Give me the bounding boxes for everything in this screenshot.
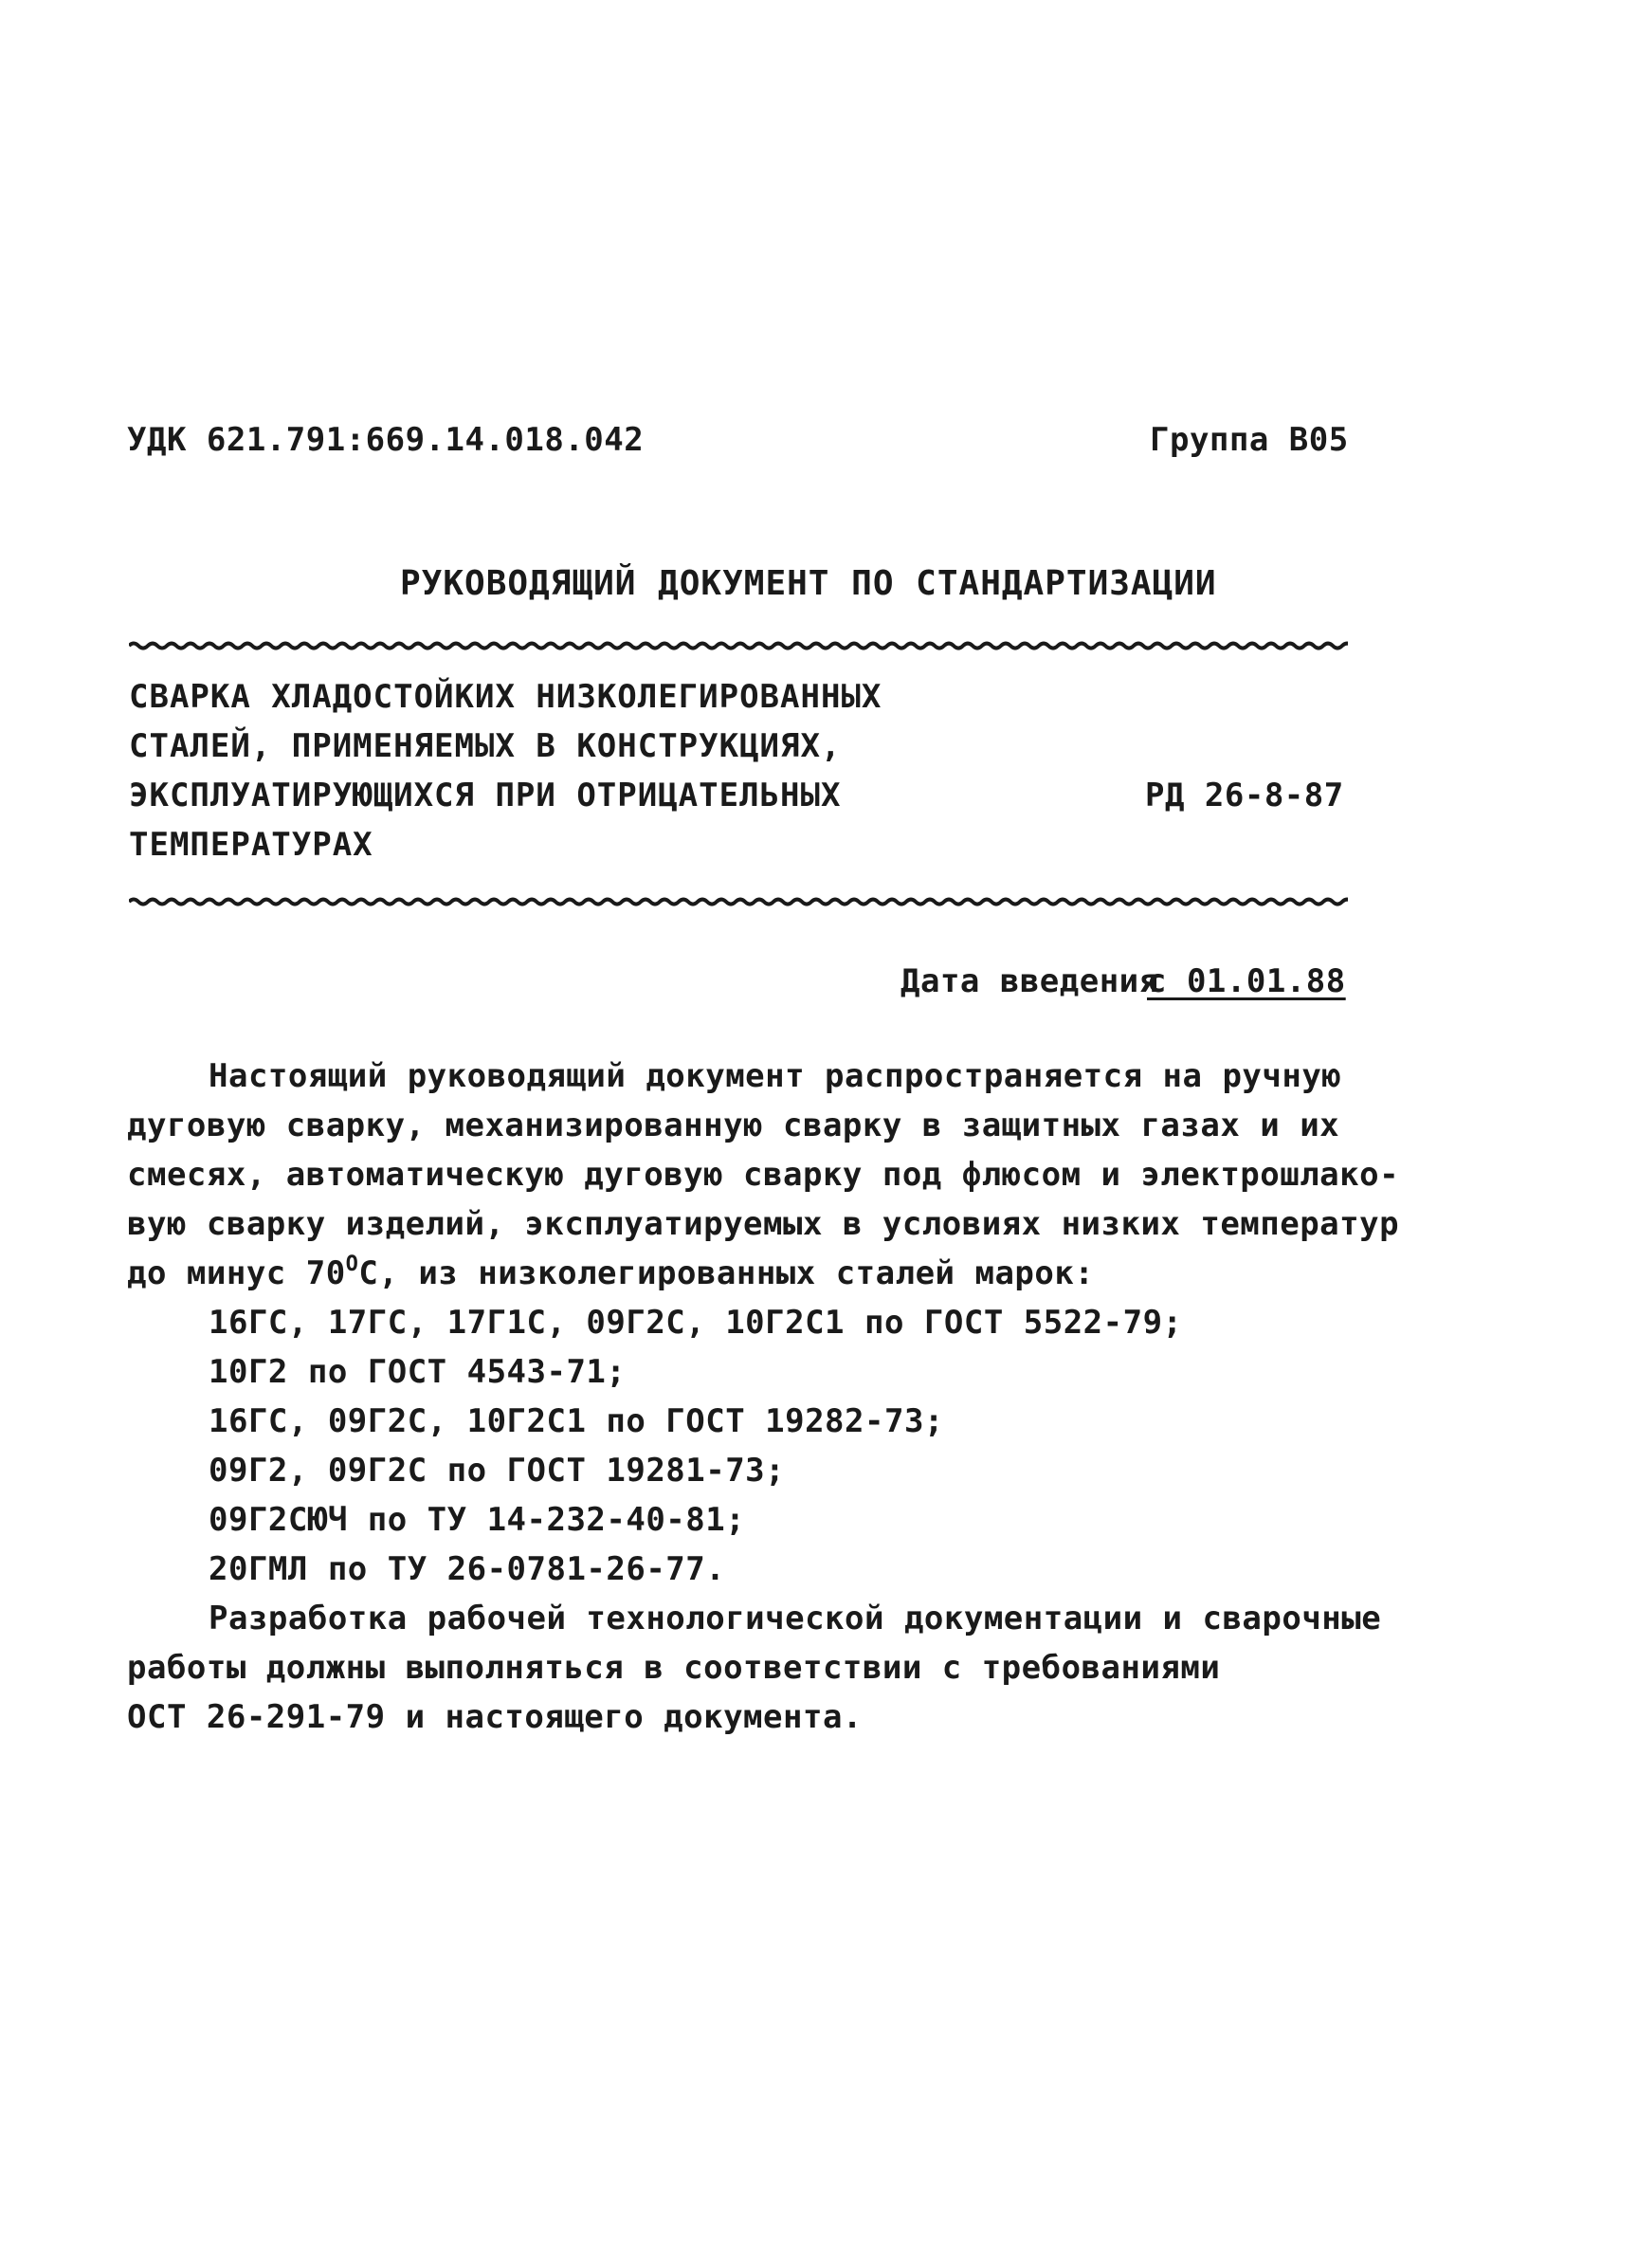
title-line-4: ТЕМПЕРАТУРАХ — [129, 826, 373, 864]
paragraph-line: Разработка рабочей технологической документации и сварочные — [209, 1600, 1382, 1637]
paragraph-line: вую сварку изделий, эксплуатируемых в условиях низких температур — [127, 1205, 1400, 1243]
wavy-divider-top — [129, 639, 1348, 652]
steel-grade-item: 09Г2СЮЧ по ТУ 14-232-40-81; — [209, 1501, 746, 1539]
intro-date-label: Дата введения — [900, 962, 1159, 1000]
paragraph-line: смесях, автоматическую дуговую сварку под флюсом и электрошлако- — [127, 1156, 1400, 1194]
wavy-divider-bottom — [129, 895, 1348, 908]
intro-date-value: с 01.01.88 — [1147, 962, 1346, 1000]
steel-grade-item: 16ГС, 17ГС, 17Г1С, 09Г2С, 10Г2С1 по ГОСТ 5522-79; — [209, 1304, 1183, 1342]
paragraph-line: Настоящий руководящий документ распространяется на ручную — [209, 1057, 1342, 1095]
title-line-3: ЭКСПЛУАТИРУЮЩИХСЯ ПРИ ОТРИЦАТЕЛЬНЫХ — [129, 777, 842, 814]
title-line-2: СТАЛЕЙ, ПРИМЕНЯЕМЫХ В КОНСТРУКЦИЯХ, — [129, 727, 842, 765]
steel-grade-item: 16ГС, 09Г2С, 10Г2С1 по ГОСТ 19282-73; — [209, 1402, 944, 1440]
paragraph-line: дуговую сварку, механизированную сварку в защитных газах и их — [127, 1107, 1340, 1144]
paragraph-line: ОСТ 26-291-79 и настоящего документа. — [127, 1698, 863, 1736]
temperature-prefix: до минус 70 — [127, 1254, 346, 1292]
temperature-suffix: С, из низколегированных сталей марок: — [358, 1254, 1095, 1292]
udk-code: УДК 621.791:669.14.018.042 — [127, 421, 645, 459]
document-code: РД 26-8-87 — [1145, 777, 1344, 814]
steel-grade-item: 20ГМЛ по ТУ 26-0781-26-77. — [209, 1550, 726, 1588]
steel-grade-item: 10Г2 по ГОСТ 4543-71; — [209, 1353, 627, 1391]
document-kind: РУКОВОДЯЩИЙ ДОКУМЕНТ ПО СТАНДАРТИЗАЦИИ — [400, 564, 1217, 603]
paragraph-line — [127, 1253, 1095, 1292]
paragraph-line: работы должны выполняться в соответствии с требованиями — [127, 1649, 1221, 1687]
steel-grade-item: 09Г2, 09Г2С по ГОСТ 19281-73; — [209, 1452, 786, 1490]
group-code: Группа В05 — [1150, 421, 1349, 459]
degree-superscript: О — [345, 1253, 359, 1276]
title-line-1: СВАРКА ХЛАДОСТОЙКИХ НИЗКОЛЕГИРОВАННЫХ — [129, 678, 882, 716]
